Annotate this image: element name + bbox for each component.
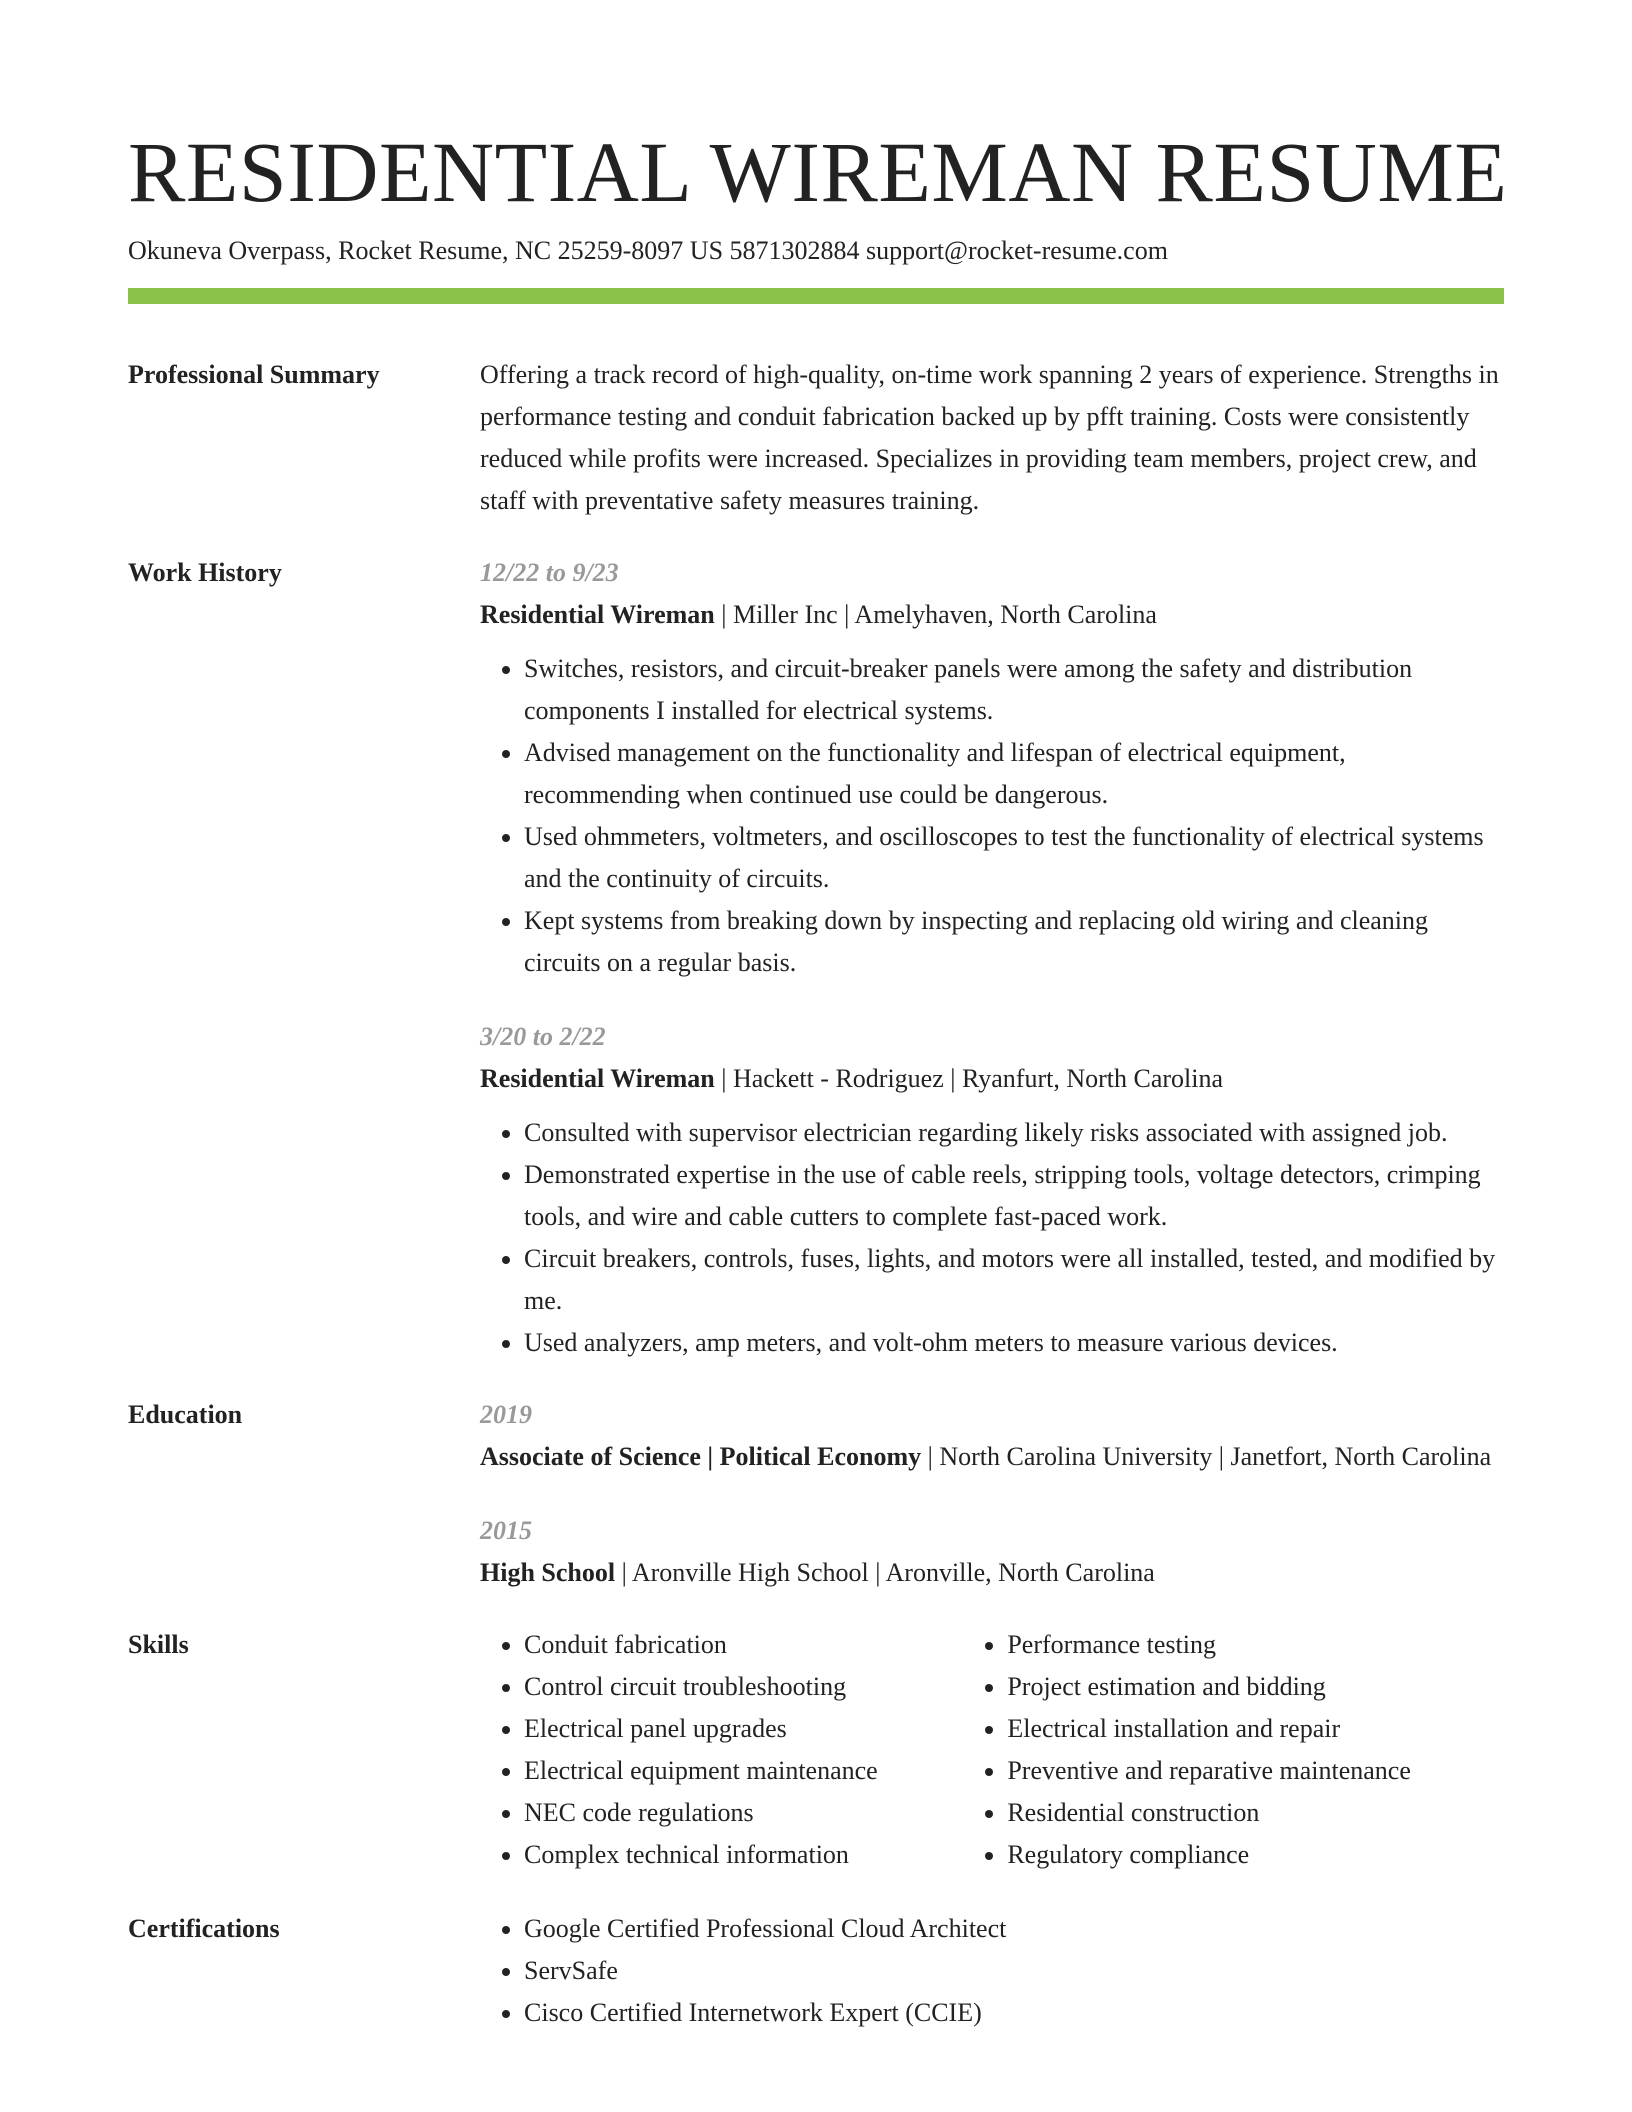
education-degree: Associate of Science | Political Economy (480, 1442, 922, 1471)
resume-page (128, 0, 1508, 2034)
job-heading (480, 594, 1504, 636)
job-duty: • Consulted with supervisor electrician regarding likely risks associated with assigned job. (524, 1112, 1504, 1154)
education-degree: High School (480, 1558, 616, 1587)
education-details: | North Carolina University | Janetfort, North Carolina (921, 1442, 1492, 1471)
certification-item: • ServSafe (524, 1950, 1504, 1992)
resume-title: RESIDENTIAL WIREMAN RESUME (128, 124, 1508, 220)
skill-item: • Project estimation and bidding (1007, 1666, 1504, 1708)
job-position: Residential Wireman (480, 1064, 715, 1093)
skill-item: • Regulatory compliance (1007, 1834, 1504, 1876)
education-entry (480, 1510, 1504, 1594)
job-duty: • Switches, resistors, and circuit-breaker panels were among the safety and distribution components I installed for electrical systems. (524, 648, 1504, 732)
skills-section (128, 1624, 1504, 1876)
job-duties-list (480, 1112, 1504, 1364)
skill-item: • Preventive and reparative maintenance (1007, 1750, 1504, 1792)
skills-body (480, 1624, 1504, 1876)
education-entry (480, 1394, 1504, 1478)
skills-grid (480, 1624, 1504, 1876)
certification-item: • Google Certified Professional Cloud Architect (524, 1908, 1504, 1950)
education-section (128, 1394, 1504, 1594)
summary-text: Offering a track record of high-quality, on-time work spanning 2 years of experience. Strengths in performance testing and conduit fabrication backed up by pfft training. Costs were consistently reduced while profits were increased. Specializes in providing team members, project crew, and staff with preventative safety measures training. (480, 360, 1499, 515)
work-history-body (480, 552, 1504, 1364)
job-duty: • Circuit breakers, controls, fuses, lights, and motors were all installed, tested, and modified by me. (524, 1238, 1504, 1322)
job-details: | Hackett - Rodriguez | Ryanfurt, North Carolina (714, 1064, 1224, 1093)
job-details: | Miller Inc | Amelyhaven, North Carolina (714, 600, 1157, 629)
education-details: | Aronville High School | Aronville, North Carolina (615, 1558, 1155, 1587)
job-entry (480, 552, 1504, 984)
job-entry (480, 1016, 1504, 1364)
job-duties-list (480, 648, 1504, 984)
contact-line: Okuneva Overpass, Rocket Resume, NC 25259-8097 US 5871302884 support@rocket-resume.com (128, 236, 1168, 265)
education-heading (480, 1552, 1504, 1594)
job-heading (480, 1058, 1504, 1100)
section-title-work-history: Work History (128, 558, 282, 587)
education-year: 2019 (480, 1400, 532, 1429)
education-body (480, 1394, 1504, 1594)
section-title-summary: Professional Summary (128, 360, 380, 389)
section-title-certifications: Certifications (128, 1914, 280, 1943)
work-history-section (128, 552, 1504, 1364)
skill-item: • Conduit fabrication (524, 1624, 963, 1666)
skill-item: • Performance testing (1007, 1624, 1504, 1666)
job-position: Residential Wireman (480, 600, 715, 629)
skill-item: • Complex technical information (524, 1834, 963, 1876)
skill-item: • NEC code regulations (524, 1792, 963, 1834)
job-duty: • Demonstrated expertise in the use of cable reels, stripping tools, voltage detectors, crimping tools, and wire and cable cutters to complete fast-paced work. (524, 1154, 1504, 1238)
certifications-section (128, 1908, 1504, 2034)
skill-item: • Electrical installation and repair (1007, 1708, 1504, 1750)
education-heading (480, 1436, 1504, 1478)
certifications-list (480, 1908, 1504, 2034)
job-dates: 3/20 to 2/22 (480, 1022, 606, 1051)
section-title-skills: Skills (128, 1630, 189, 1659)
accent-divider (128, 288, 1504, 304)
skills-column-right (963, 1624, 1504, 1876)
certification-item: • Cisco Certified Internetwork Expert (CCIE) (524, 1992, 1504, 2034)
education-year: 2015 (480, 1516, 532, 1545)
summary-section (128, 354, 1504, 522)
certifications-body (480, 1908, 1504, 2034)
skill-item: • Electrical panel upgrades (524, 1708, 963, 1750)
job-duty: • Used ohmmeters, voltmeters, and oscilloscopes to test the functionality of electrical systems and the continuity of circuits. (524, 816, 1504, 900)
skill-item: • Electrical equipment maintenance (524, 1750, 963, 1792)
skill-item: • Control circuit troubleshooting (524, 1666, 963, 1708)
skill-item: • Residential construction (1007, 1792, 1504, 1834)
section-title-education: Education (128, 1400, 243, 1429)
job-duty: • Advised management on the functionality and lifespan of electrical equipment, recommending when continued use could be dangerous. (524, 732, 1504, 816)
job-duty: • Used analyzers, amp meters, and volt-ohm meters to measure various devices. (524, 1322, 1504, 1364)
job-duty: • Kept systems from breaking down by inspecting and replacing old wiring and cleaning circuits on a regular basis. (524, 900, 1504, 984)
job-dates: 12/22 to 9/23 (480, 558, 619, 587)
skills-column-left (480, 1624, 963, 1876)
